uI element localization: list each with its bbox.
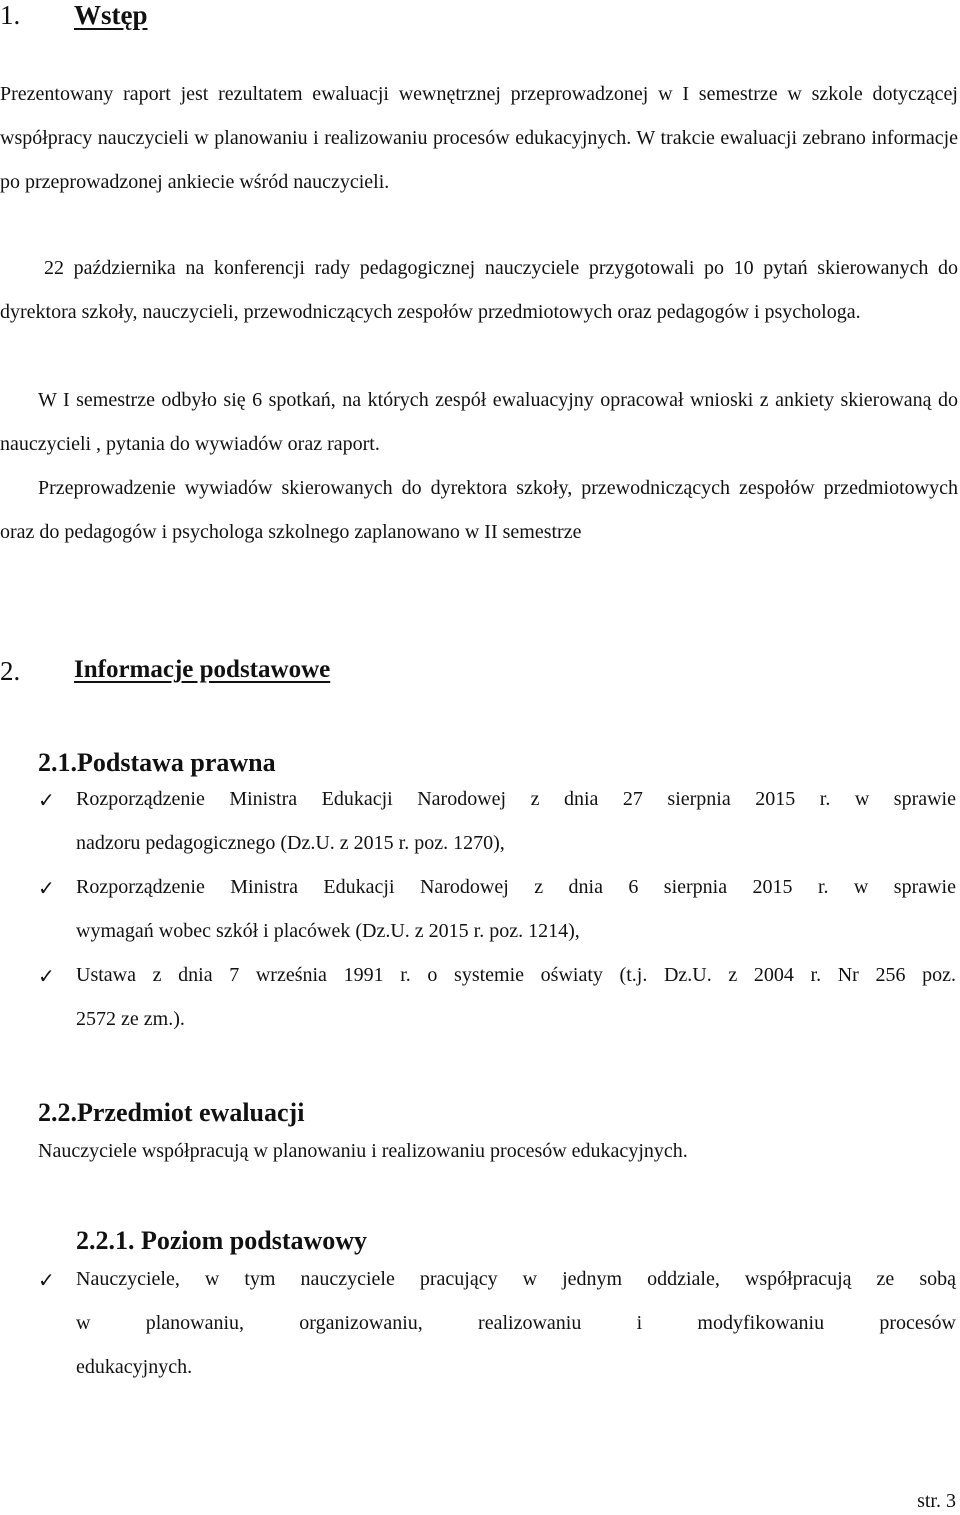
legal-basis-item-1-line-2: nadzoru pedagogicznego (Dz.U. z 2015 r. poz. 1270), xyxy=(76,832,505,854)
basic-level-item-line-1: Nauczyciele, w tym nauczyciele pracujący w jednym oddziale, współpracują ze sobą xyxy=(76,1268,956,1290)
check-icon: ✓ xyxy=(38,1268,55,1292)
page-number: str. 3 xyxy=(917,1490,956,1512)
section-2-2-1-heading: 2.2.1. Poziom podstawowy xyxy=(76,1226,368,1255)
check-icon: ✓ xyxy=(38,788,55,812)
legal-basis-item-3-line-2: 2572 ze zm.). xyxy=(76,1008,185,1030)
section-2-number: 2. xyxy=(0,656,21,686)
basic-level-item-line-3: edukacyjnych. xyxy=(76,1356,193,1378)
legal-basis-item-1-line-1: Rozporządzenie Ministra Edukacji Narodowej z dnia 27 sierpnia 2015 r. w sprawie xyxy=(76,788,956,810)
section-2-1-heading: 2.1.Podstawa prawna xyxy=(38,748,276,777)
section-1-title: Wstęp xyxy=(74,0,148,30)
section-1-number: 1. xyxy=(0,0,21,30)
check-icon: ✓ xyxy=(38,876,55,900)
basic-level-item-line-2: w planowaniu, organizowaniu, realizowaniu i modyfikowaniu procesów xyxy=(76,1312,956,1334)
section-2-2-heading: 2.2.Przedmiot ewaluacji xyxy=(38,1098,305,1127)
intro-paragraph-3: W I semestrze odbyło się 6 spotkań, na których zespół ewaluacyjny opracował wnioski z ankiety skierowaną do nauczycieli , pytania do wywiadów oraz raport. xyxy=(0,389,958,455)
check-icon: ✓ xyxy=(38,964,55,988)
legal-basis-item-3-line-1: Ustawa z dnia 7 września 1991 r. o systemie oświaty (t.j. Dz.U. z 2004 r. Nr 256 poz. xyxy=(76,964,956,986)
intro-paragraph-1: Prezentowany raport jest rezultatem ewaluacji wewnętrznej przeprowadzonej w I semestrze w szkole dotyczącej współpracy nauczycieli w planowaniu i realizowaniu procesów edukacyjnych. W trakcie ewaluacji zebrano informacje po przeprowadzonej ankiecie wśród nauczycieli. xyxy=(0,83,958,193)
intro-paragraph-2: 22 października na konferencji rady pedagogicznej nauczyciele przygotowali po 10 pytań skierowanych do dyrektora szkoły, nauczycieli, przewodniczących zespołów przedmiotowych oraz pedagogów i psychologa. xyxy=(0,257,958,323)
intro-paragraph-4: Przeprowadzenie wywiadów skierowanych do dyrektora szkoły, przewodniczących zespołów przedmiotowych oraz do pedagogów i psychologa szkolnego zaplanowano w II semestrze xyxy=(0,477,958,543)
legal-basis-item-2-line-1: Rozporządzenie Ministra Edukacji Narodowej z dnia 6 sierpnia 2015 r. w sprawie xyxy=(76,876,956,898)
legal-basis-item-2-line-2: wymagań wobec szkół i placówek (Dz.U. z 2015 r. poz. 1214), xyxy=(76,920,580,942)
evaluation-subject-text: Nauczyciele współpracują w planowaniu i realizowaniu procesów edukacyjnych. xyxy=(38,1140,688,1162)
section-2-title: Informacje podstawowe xyxy=(74,656,331,683)
